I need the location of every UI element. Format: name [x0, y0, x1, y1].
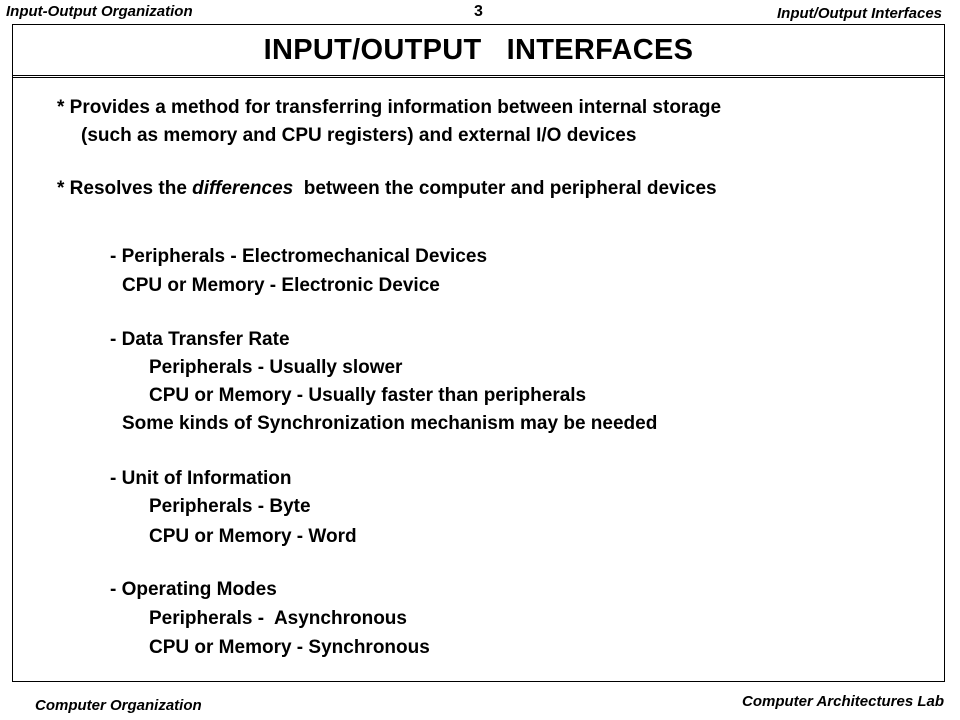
section-modes-line1: Peripherals - Asynchronous	[149, 608, 407, 629]
section-unit-line2: CPU or Memory - Word	[149, 526, 357, 547]
section-modes-heading: - Operating Modes	[110, 579, 277, 600]
section-peripherals-heading: - Peripherals - Electromechanical Devices	[110, 246, 488, 267]
section-transfer-rate-line2: CPU or Memory - Usually faster than peripherals	[149, 385, 587, 406]
bullet-resolves-prefix: * Resolves the	[57, 178, 193, 199]
section-transfer-rate-line1: Peripherals - Usually slower	[149, 357, 403, 378]
footer-course-name: Computer Organization	[35, 697, 202, 714]
bullet-provides-line1: * Provides a method for transferring information between internal storage	[57, 97, 722, 118]
header-section-title: Input/Output Interfaces	[777, 5, 942, 22]
section-transfer-rate-heading: - Data Transfer Rate	[110, 329, 290, 350]
bullet-provides-line2: (such as memory and CPU registers) and external I/O devices	[81, 125, 637, 146]
section-peripherals-line1: CPU or Memory - Electronic Device	[122, 275, 440, 296]
header-course-title: Input-Output Organization	[6, 3, 193, 20]
section-unit-line1: Peripherals - Byte	[149, 496, 311, 517]
section-unit-heading: - Unit of Information	[110, 468, 292, 489]
bullet-resolves	[57, 178, 717, 200]
section-transfer-rate-line3: Some kinds of Synchronization mechanism may be needed	[122, 413, 658, 434]
footer-lab-name: Computer Architectures Lab	[742, 693, 944, 710]
title-bar	[13, 25, 944, 78]
section-modes-line2: CPU or Memory - Synchronous	[149, 637, 430, 658]
slide-title: INPUT/OUTPUT INTERFACES	[263, 34, 694, 66]
page-number: 3	[474, 3, 483, 20]
bullet-resolves-suffix: between the computer and peripheral devices	[293, 178, 717, 199]
bullet-resolves-emphasis: differences	[192, 178, 294, 199]
